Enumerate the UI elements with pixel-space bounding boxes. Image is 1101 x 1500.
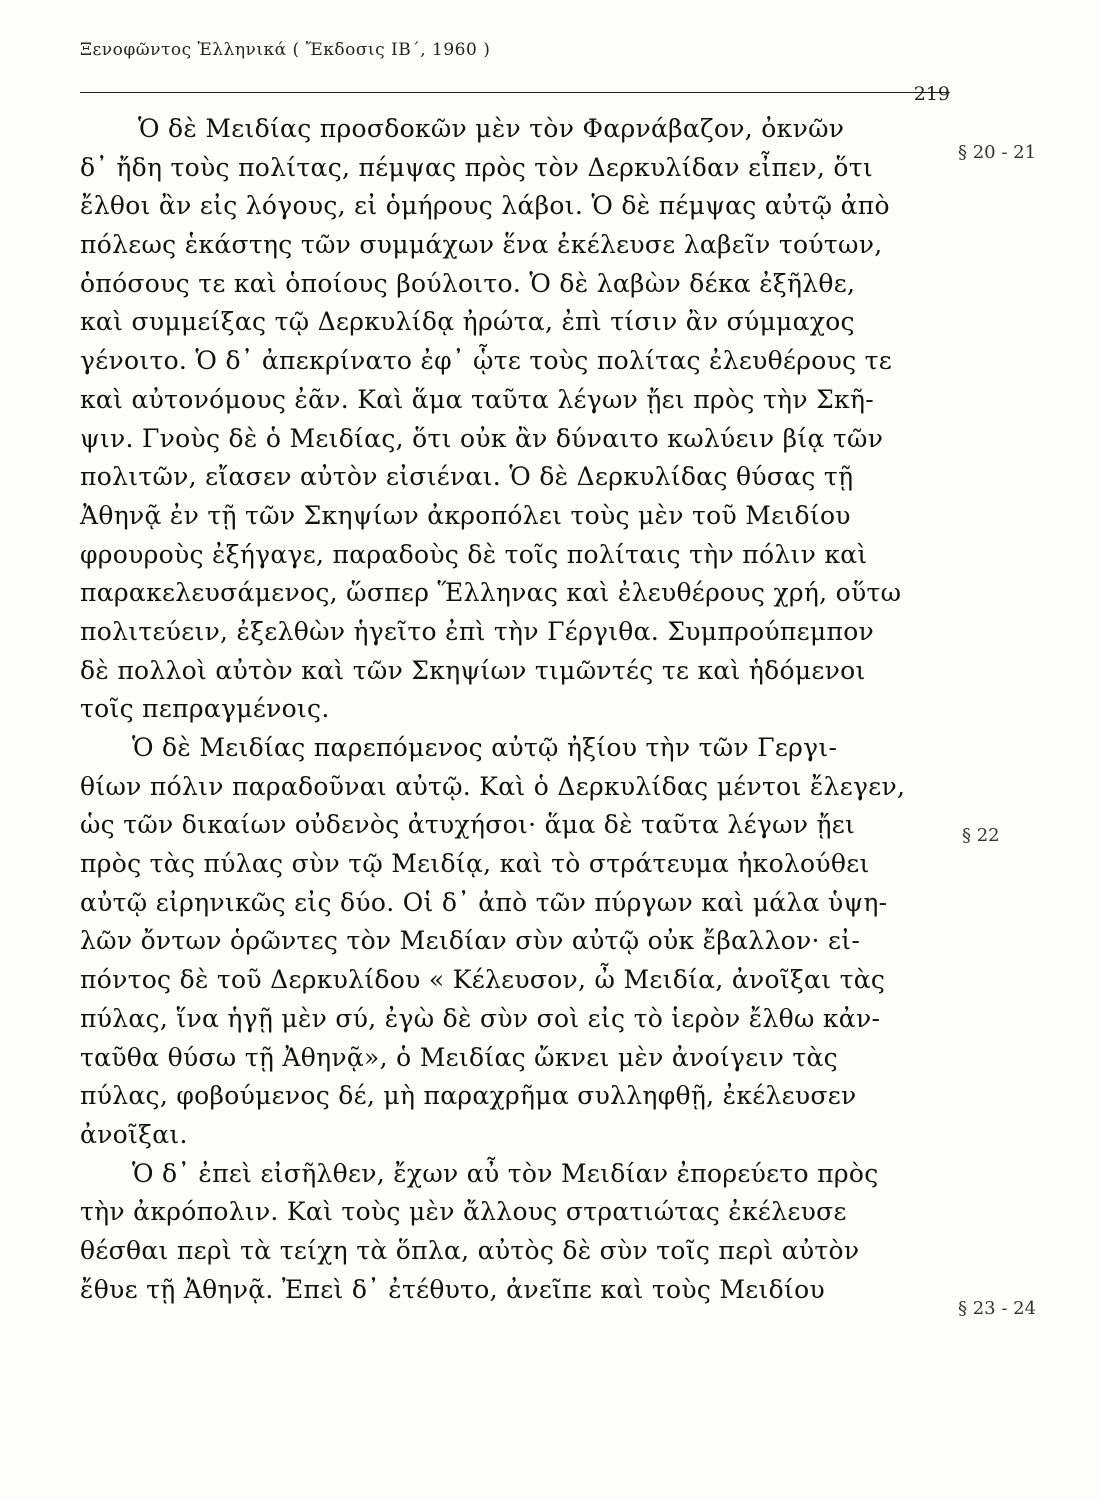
text-line: καὶ συμμείξας τῷ Δερκυλίδᾳ ἠρώτα, ἐπὶ τίσιν ἂν σύμμαχος [80, 307, 855, 337]
text-line: γένοιτο. Ὁ δ᾽ ἀπεκρίνατο ἐφ᾽ ᾧτε τοὺς πολίτας ἐλευθέρους τε [80, 346, 893, 376]
text-line: πολιτεύειν, ἐξελθὼν ἡγεῖτο ἐπὶ τὴν Γέργιθα. Συμπρούπεμπον [80, 616, 875, 646]
margin-section-ref: § 23 - 24 [958, 1298, 1037, 1319]
text-line: ἔλθοι ἂν εἰς λόγους, εἰ ὁμήρους λάβοι. Ὁ δὲ πέμψας αὐτῷ ἀπὸ [80, 191, 890, 221]
text-line: ἔθυε τῇ Ἀθηνᾷ. Ἐπεὶ δ᾽ ἐτέθυτο, ἀνεῖπε καὶ τοὺς Μειδίου [80, 1274, 825, 1304]
text-line: ψιν. Γνοὺς δὲ ὁ Μειδίας, ὅτι οὐκ ἂν δύναιτο κωλύειν βίᾳ τῶν [80, 423, 884, 453]
text-line: Ὁ δὲ Μειδίας προσδοκῶν μὲν τὸν Φαρνάβαζον, ὀκνῶν [138, 114, 845, 143]
text-line: παρακελευσάμενος, ὥσπερ Ἕλληνας καὶ ἐλευθέρους χρή, οὕτω [80, 578, 902, 608]
text-line: αὐτῷ εἰρηνικῶς εἰς δύο. Οἱ δ᾽ ἀπὸ τῶν πύργων καὶ μάλα ὑψη- [80, 887, 888, 917]
text-line: πύλας, ἵνα ἡγῇ μὲν σύ, ἐγὼ δὲ σὺν σοὶ εἰς τὸ ἱερὸν ἔλθω κἀν- [80, 1003, 881, 1033]
text-line: καὶ αὐτονόμους ἐᾶν. Καὶ ἅμα ταῦτα λέγων ᾔει πρὸς τὴν Σκῆ- [80, 384, 874, 414]
running-head: Ξενοφῶντος Ἑλληνικά ( Ἔκδοσις ΙΒ΄, 1960 ) [80, 40, 491, 60]
text-line: πρὸς τὰς πύλας σὺν τῷ Μειδίᾳ, καὶ τὸ στράτευμα ἠκολούθει [80, 849, 870, 879]
text-line: τοῖς πεπραγμένοις. [80, 694, 330, 724]
text-line: φρουροὺς ἐξήγαγε, παραδοὺς δὲ τοῖς πολίταις τὴν πόλιν καὶ [80, 539, 868, 569]
page-number: 219 [913, 83, 950, 105]
text-line: πολιτῶν, εἴασεν αὐτὸν εἰσιέναι. Ὁ δὲ Δερκυλίδας θύσας τῇ [80, 462, 854, 492]
text-line: δὲ πολλοὶ αὐτὸν καὶ τῶν Σκηψίων τιμῶντές τε καὶ ἡδόμενοι [80, 655, 866, 685]
text-line: θίων πόλιν παραδοῦναι αὐτῷ. Καὶ ὁ Δερκυλίδας μέντοι ἔλεγεν, [80, 771, 906, 801]
text-line: Ὁ δ᾽ ἐπεὶ εἰσῆλθεν, ἔχων αὖ τὸν Μειδίαν ἐπορεύετο πρὸς [132, 1158, 879, 1188]
text-line: ἀνοῖξαι. [80, 1119, 188, 1149]
page-header [80, 38, 950, 105]
margin-section-ref: § 20 - 21 [958, 142, 1037, 163]
text-line: Ἀθηνᾷ ἐν τῇ τῶν Σκηψίων ἀκροπόλει τοὺς μὲν τοῦ Μειδίου [80, 500, 851, 530]
text-line: ὡς τῶν δικαίων οὐδενὸς ἀτυχήσοι· ἅμα δὲ ταῦτα λέγων ᾔει [80, 810, 856, 840]
text-line: λῶν ὄντων ὁρῶντες τὸν Μειδίαν σὺν αὐτῷ οὐκ ἔβαλλον· εἰ- [80, 926, 861, 956]
text-line: Ὁ δὲ Μειδίας παρεπόμενος αὐτῷ ἠξίου τὴν τῶν Γεργι- [132, 733, 838, 762]
text-line: ταῦθα θύσω τῇ Ἀθηνᾷ», ὁ Μειδίας ὤκνει μὲν ἀνοίγειν τὰς [80, 1042, 838, 1072]
text-line: δ᾽ ἤδη τοὺς πολίτας, πέμψας πρὸς τὸν Δερκυλίδαν εἶπεν, ὅτι [80, 152, 873, 182]
margin-section-ref: § 22 [962, 825, 1000, 846]
text-line: θέσθαι περὶ τὰ τείχη τὰ ὅπλα, αὐτὸς δὲ σὺν τοῖς περὶ αὐτὸν [80, 1235, 860, 1265]
text-line: πόλεως ἑκάστης τῶν συμμάχων ἕνα ἐκέλευσε λαβεῖν τούτων, [80, 230, 883, 260]
text-line: ὁπόσους τε καὶ ὁποίους βούλοιτο. Ὁ δὲ λαβὼν δέκα ἐξῆλθε, [80, 268, 856, 298]
text-line: πόντος δὲ τοῦ Δερκυλίδου « Κέλευσον, ὦ Μειδία, ἀνοῖξαι τὰς [80, 965, 886, 995]
text-line: πύλας, φοβούμενος δέ, μὴ παραχρῆμα συλληφθῇ, ἐκέλευσεν [80, 1081, 857, 1111]
text-line: τὴν ἀκρόπολιν. Καὶ τοὺς μὲν ἄλλους στρατιώτας ἐκέλευσε [80, 1197, 847, 1227]
body-text [80, 110, 950, 1309]
